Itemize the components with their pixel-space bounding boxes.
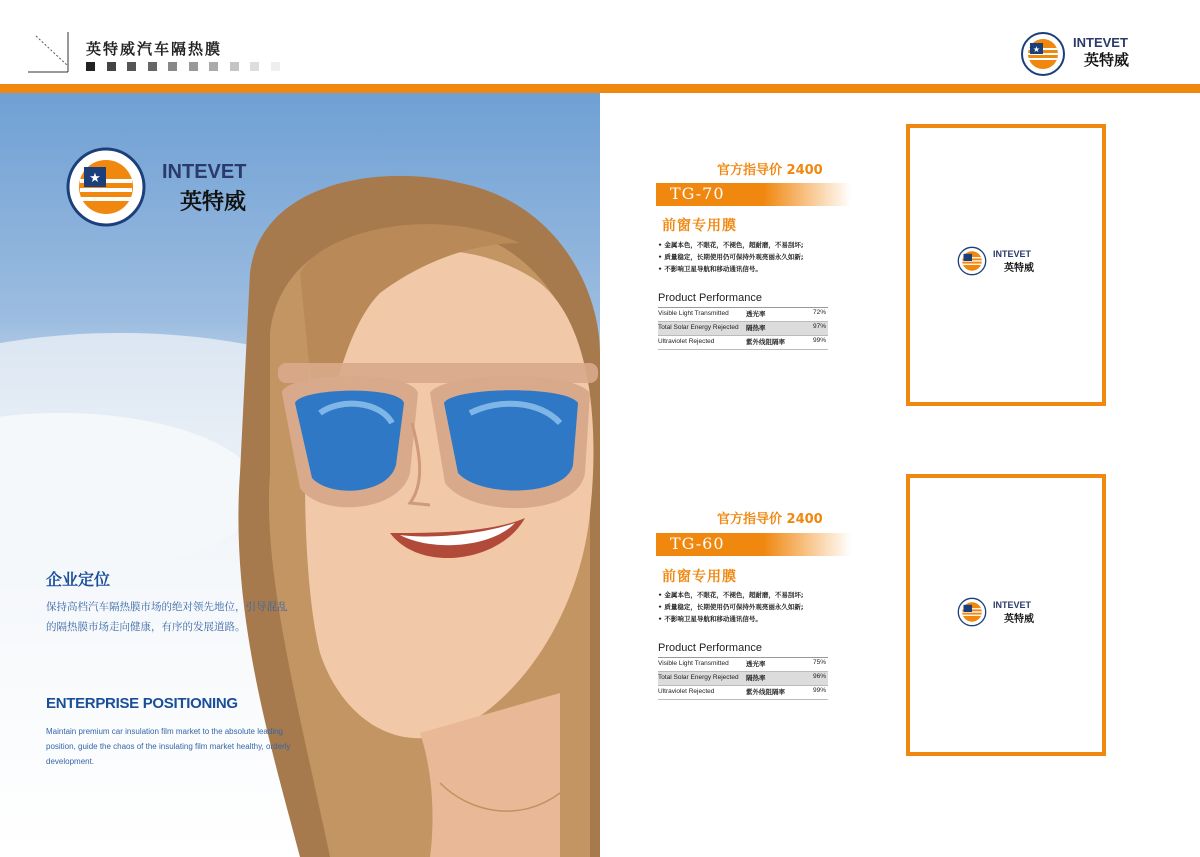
color-square [127,62,136,71]
header-brand-name: INTEVET [1073,35,1128,50]
product-price: 官方指导价 2400 [717,512,823,527]
feature-item: • 质量稳定，长期使用仍可保持外观亮丽永久如新; [658,253,804,261]
performance-table [658,657,828,700]
header-bar [0,84,1200,93]
brand-badge-icon [957,597,987,627]
row-label-en: Ultraviolet Rejected [658,688,715,695]
product-subtitle: 前窗专用膜 [662,218,737,234]
row-label-en: Total Solar Energy Rejected [658,674,739,681]
table-row [658,658,828,672]
table-row [658,336,828,350]
positioning-body-en: Maintain premium car insulation film market to the absolute leading position, guide the chaos of the insulating film market healthy, orderly development. [46,727,291,766]
model-band [656,183,851,206]
frame-brand-cn: 英特威 [1004,263,1034,274]
product-price: 官方指导价 2400 [717,163,823,178]
color-square [209,62,218,71]
row-label-en: Visible Light Transmitted [658,310,729,317]
color-square [250,62,259,71]
frame-brand-name: INTEVET [993,600,1032,610]
color-square [271,62,280,71]
positioning-heading-en: ENTERPRISE POSITIONING [46,695,238,712]
positioning-heading-cn: 企业定位 [46,570,111,589]
feature-list [658,589,804,625]
row-value: 96% [812,673,826,680]
color-square [230,62,239,71]
model-band [656,533,851,556]
feature-item: • 金属本色，不眼花，不褪色，超耐磨，不易刮坏; [658,241,804,249]
table-row [658,686,828,700]
frame-brand-cn: 英特威 [1004,614,1034,625]
row-label-cn: 隔热率 [746,324,766,332]
row-label-en: Ultraviolet Rejected [658,338,715,345]
row-value: 75% [812,659,826,666]
performance-table [658,307,828,350]
feature-item: • 不影响卫星导航和移动通讯信号。 [658,615,762,623]
table-row [658,308,828,322]
hero-brand-cn: 英特威 [180,190,247,215]
model-name: TG-70 [670,184,725,203]
svg-text:★: ★ [89,171,101,186]
hero-brand-name: INTEVET [162,161,247,183]
product-subtitle: 前窗专用膜 [662,569,737,585]
row-value: 99% [812,687,826,694]
color-square [107,62,116,71]
row-value: 97% [812,323,826,330]
feature-list [658,239,804,275]
row-label-cn: 透光率 [746,660,766,668]
performance-title: Product Performance [658,642,762,654]
color-square [189,62,198,71]
row-label-cn: 紫外线阻隔率 [746,338,785,346]
row-label-cn: 紫外线阻隔率 [746,688,785,696]
color-square [148,62,157,71]
row-label-en: Visible Light Transmitted [658,660,729,667]
row-label-cn: 透光率 [746,310,766,318]
row-label-cn: 隔热率 [746,674,766,682]
brand-badge-icon [957,246,987,276]
row-label-en: Total Solar Energy Rejected [658,324,739,331]
performance-title: Product Performance [658,292,762,304]
brand-badge-icon [1020,31,1066,77]
badge-logo-icon [66,147,146,227]
frame-brand-name: INTEVET [993,249,1032,259]
feature-item: • 质量稳定，长期使用仍可保持外观亮丽永久如新; [658,603,804,611]
svg-text:★: ★ [1032,45,1041,54]
feature-item: • 金属本色，不眼花，不褪色，超耐磨，不易刮坏; [658,591,804,599]
row-value: 72% [812,309,826,316]
color-square [168,62,177,71]
header-brand-cn: 英特威 [1084,51,1130,69]
model-name: TG-60 [670,534,725,553]
color-square [86,62,95,71]
positioning-body-cn: 保持高档汽车隔热膜市场的绝对领先地位，引导混乱的隔热膜市场走向健康，有序的发展道路。 [46,601,288,633]
corner-mark [28,32,74,76]
table-row [658,322,828,336]
feature-item: • 不影响卫星导航和移动通讯信号。 [658,265,762,273]
header-title: 英特威汽车隔热膜 [86,40,223,58]
row-value: 99% [812,337,826,344]
table-row [658,672,828,686]
